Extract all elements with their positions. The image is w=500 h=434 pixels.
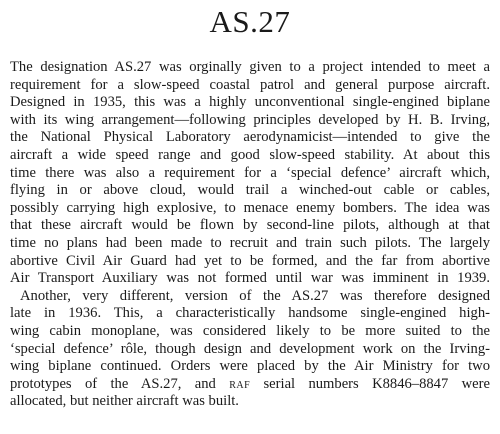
paragraph-1: [10, 59, 490, 288]
text-line: aircraft a wide speed range and good slow-speed stability. At about this: [10, 146, 490, 163]
text-line: wing biplane continued. Orders were placed by the Air Ministry for two: [10, 358, 490, 375]
text-line: Air Transport Auxiliary was not formed until war was imminent in 1939.: [10, 270, 490, 287]
text-line: wing cabin monoplane, was considered likely to be more suited to the: [10, 322, 490, 339]
text-line: late in 1936. This, a characteristically handsome single-engined high-: [10, 305, 490, 322]
text-line: time there was also a requirement for a ‘special defence’ aircraft which,: [10, 164, 490, 181]
text-line: allocated, but neither aircraft was built.: [10, 393, 239, 410]
text-line: with its wing arrangement—following principles developed by H. B. Irving,: [10, 111, 490, 128]
text-line: abortive Civil Air Guard had yet to be formed, and the far from abortive: [10, 252, 490, 269]
text-line: flying in or above cloud, would trail a winched-out cable or cables,: [10, 182, 490, 199]
text-line: The designation AS.27 was orginally given to a project intended to meet a: [10, 59, 490, 75]
text-line: possibly carrying high explosive, to menace enemy bombers. The idea was: [10, 199, 490, 216]
text-line: requirement for a slow-speed coastal patrol and general purpose aircraft.: [10, 76, 490, 93]
small-caps-abbreviation: raf: [229, 375, 251, 392]
text-line: [10, 376, 490, 394]
paragraph-2: [10, 288, 490, 411]
body-text: [10, 59, 490, 411]
text-fragment: serial numbers K8846–8847 were: [263, 375, 490, 392]
text-line: time no plans had been made to recruit and train such pilots. The largely: [10, 234, 490, 251]
text-line: the National Physical Laboratory aerodynamicist—intended to give the: [10, 129, 490, 146]
text-line: Designed in 1935, this was a highly unconventional single-engined biplane: [10, 94, 490, 111]
text-line: Another, very different, version of the AS.27 was therefore designed: [20, 287, 490, 304]
page-title: AS.27: [209, 4, 291, 39]
text-fragment: prototypes of the AS.27, and: [10, 375, 216, 392]
text-line: that these aircraft would be flown by second-line pilots, although at that: [10, 217, 490, 234]
text-line: ‘special defence’ rôle, though design and development work on the Irving-: [10, 340, 490, 357]
